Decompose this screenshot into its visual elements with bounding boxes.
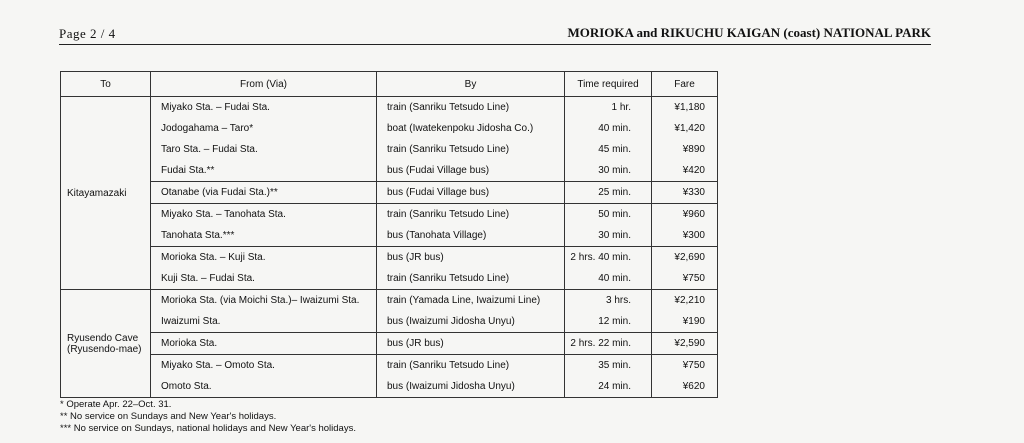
destination-label: Kitayamazaki	[67, 187, 127, 199]
page-title: MORIOKA and RIKUCHU KAIGAN (coast) NATIONAL PARK	[567, 25, 931, 40]
time-value: 40 min.	[598, 123, 631, 134]
fare-value: ¥620	[682, 381, 705, 392]
fare-cell	[652, 204, 718, 247]
table-row	[61, 204, 718, 247]
by-value: train (Sanriku Tetsudo Line)	[387, 273, 510, 284]
by-value: bus (Iwaizumi Jidosha Unyu)	[387, 381, 515, 392]
time-value: 35 min.	[598, 360, 631, 371]
time-cell	[565, 204, 652, 247]
by-value: train (Sanriku Tetsudo Line)	[387, 209, 510, 220]
column-header-time: Time required	[565, 72, 652, 97]
from-value: Tanohata Sta.***	[161, 230, 235, 241]
table-row	[61, 355, 718, 398]
from-cell	[151, 290, 377, 333]
by-value: train (Sanriku Tetsudo Line)	[387, 102, 510, 113]
from-value: Miyako Sta. – Fudai Sta.	[161, 102, 270, 113]
fare-value: ¥750	[682, 273, 705, 284]
from-cell	[151, 182, 377, 204]
table-row	[61, 97, 718, 182]
from-value: Morioka Sta. (via Moichi Sta.)– Iwaizumi Sta.	[161, 295, 360, 306]
from-cell	[151, 355, 377, 398]
from-value: Jodogahama – Taro*	[161, 123, 254, 134]
destination-cell	[61, 97, 151, 290]
fare-value: ¥2,590	[674, 338, 705, 349]
column-header-by: By	[377, 72, 565, 97]
by-cell	[377, 290, 565, 333]
from-value: Morioka Sta.	[161, 338, 218, 349]
by-value: bus (Iwaizumi Jidosha Unyu)	[387, 316, 515, 327]
by-value: bus (Fudai Village bus)	[387, 187, 490, 198]
fare-cell	[652, 182, 718, 204]
table-row	[61, 333, 718, 355]
fare-value: ¥420	[682, 165, 705, 176]
from-value: Omoto Sta.	[161, 381, 212, 392]
by-cell	[377, 182, 565, 204]
fare-value: ¥960	[682, 209, 705, 220]
time-cell	[565, 97, 652, 182]
from-value: Taro Sta. – Fudai Sta.	[161, 144, 258, 155]
time-cell	[565, 290, 652, 333]
table-row	[61, 290, 718, 333]
table-row	[61, 182, 718, 204]
footnotes	[60, 399, 356, 435]
from-value: Iwaizumi Sta.	[161, 316, 221, 327]
table-body	[61, 97, 718, 398]
time-value: 24 min.	[598, 381, 631, 392]
by-cell	[377, 355, 565, 398]
time-value: 45 min.	[598, 144, 631, 155]
column-header-fare: Fare	[652, 72, 718, 97]
fare-value: ¥1,180	[674, 102, 705, 113]
from-value: Miyako Sta. – Tanohata Sta.	[161, 209, 286, 220]
time-cell	[565, 355, 652, 398]
by-value: train (Sanriku Tetsudo Line)	[387, 360, 510, 371]
by-value: bus (JR bus)	[387, 252, 444, 263]
fare-table	[60, 71, 718, 398]
from-value: Fudai Sta.**	[161, 165, 215, 176]
time-value: 2 hrs. 22 min.	[570, 338, 631, 349]
by-cell	[377, 97, 565, 182]
fare-value: ¥300	[682, 230, 705, 241]
column-header-to: To	[61, 72, 151, 97]
by-value: bus (Tanohata Village)	[387, 230, 487, 241]
column-header-from: From (Via)	[151, 72, 377, 97]
fare-value: ¥750	[682, 360, 705, 371]
destination-label: Ryusendo Cave	[67, 332, 139, 344]
destination-cell	[61, 290, 151, 398]
footnote-1: * Operate Apr. 22–Oct. 31.	[60, 399, 172, 410]
time-value: 2 hrs. 40 min.	[570, 252, 631, 263]
from-cell	[151, 97, 377, 182]
fare-value: ¥330	[682, 187, 705, 198]
time-value: 25 min.	[598, 187, 631, 198]
from-value: Kuji Sta. – Fudai Sta.	[161, 273, 255, 284]
time-value: 1 hr.	[611, 102, 631, 113]
time-cell	[565, 182, 652, 204]
time-value: 3 hrs.	[605, 295, 631, 306]
page-number: Page 2 / 4	[59, 26, 116, 41]
fare-value: ¥1,420	[674, 123, 705, 134]
by-value: train (Sanriku Tetsudo Line)	[387, 144, 510, 155]
time-cell	[565, 247, 652, 290]
time-value: 50 min.	[598, 209, 631, 220]
fare-cell	[652, 333, 718, 355]
by-value: bus (JR bus)	[387, 338, 444, 349]
by-value: bus (Fudai Village bus)	[387, 165, 490, 176]
table-header-row	[61, 72, 718, 97]
time-value: 30 min.	[598, 165, 631, 176]
table-row	[61, 247, 718, 290]
from-value: Otanabe (via Fudai Sta.)**	[161, 187, 278, 198]
fare-value: ¥190	[682, 316, 705, 327]
page-header	[59, 24, 931, 45]
from-cell	[151, 204, 377, 247]
from-cell	[151, 247, 377, 290]
fare-cell	[652, 247, 718, 290]
time-value: 40 min.	[598, 273, 631, 284]
fare-value: ¥2,210	[674, 295, 705, 306]
by-cell	[377, 247, 565, 290]
from-value: Morioka Sta. – Kuji Sta.	[161, 252, 266, 263]
fare-cell	[652, 97, 718, 182]
by-value: train (Yamada Line, Iwaizumi Line)	[387, 295, 541, 306]
from-cell	[151, 333, 377, 355]
footnote-2: ** No service on Sundays and New Year's holidays.	[60, 411, 277, 422]
by-value: boat (Iwatekenpoku Jidosha Co.)	[387, 123, 534, 134]
fare-cell	[652, 355, 718, 398]
footnote-3: *** No service on Sundays, national holidays and New Year's holidays.	[60, 423, 356, 434]
fare-value: ¥2,690	[674, 252, 705, 263]
time-value: 30 min.	[598, 230, 631, 241]
time-value: 12 min.	[598, 316, 631, 327]
time-cell	[565, 333, 652, 355]
by-cell	[377, 204, 565, 247]
fare-value: ¥890	[682, 144, 705, 155]
fare-cell	[652, 290, 718, 333]
destination-label: (Ryusendo-mae)	[67, 343, 142, 355]
by-cell	[377, 333, 565, 355]
from-value: Miyako Sta. – Omoto Sta.	[161, 360, 275, 371]
